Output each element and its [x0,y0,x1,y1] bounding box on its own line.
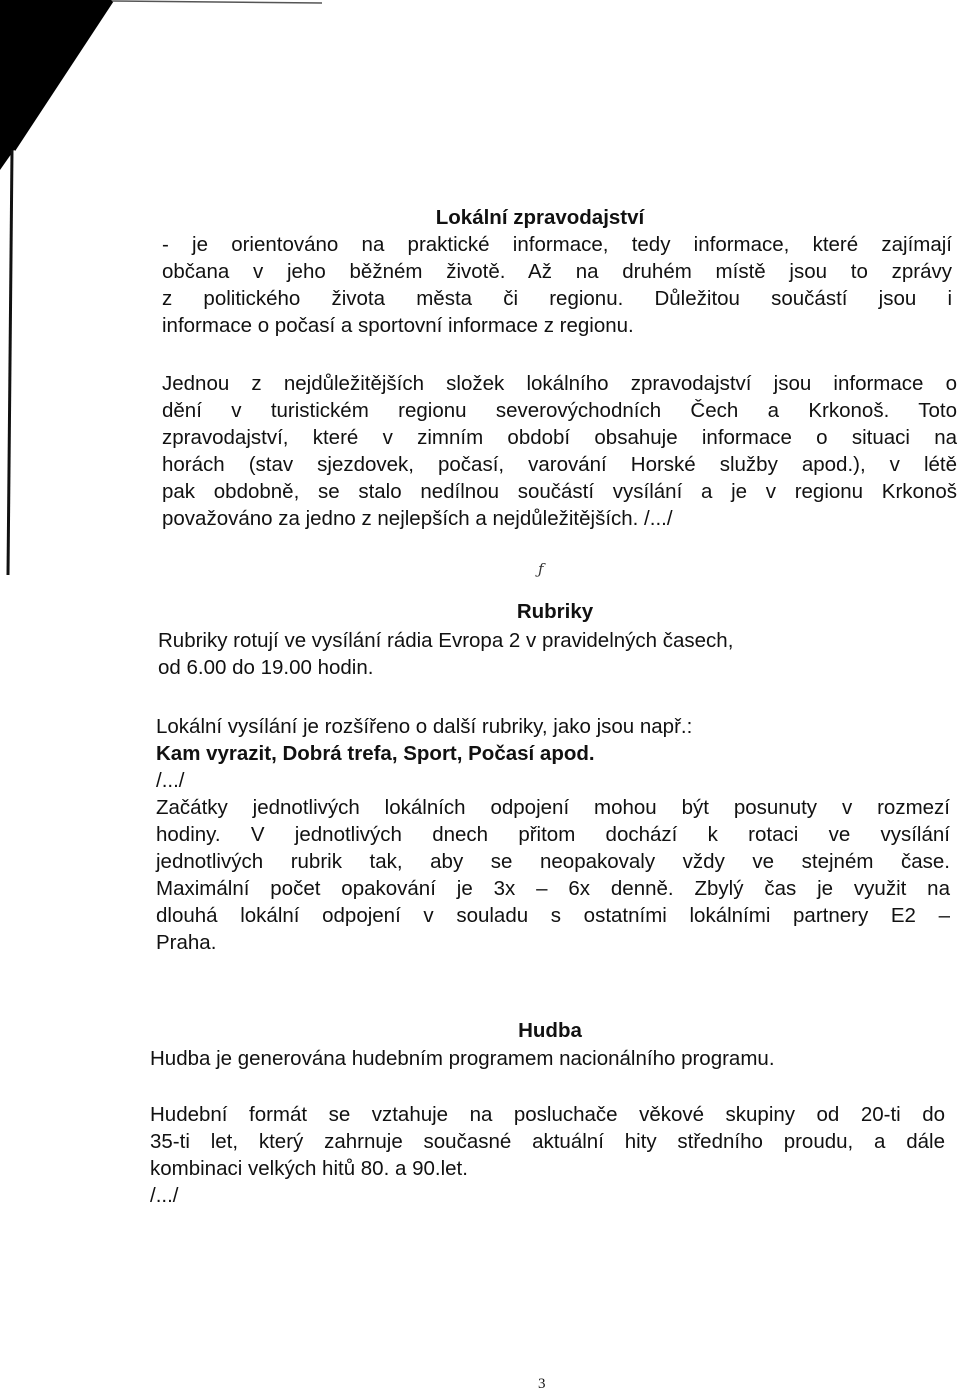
scan-edge-shadow [0,0,130,580]
text-line: Lokální vysílání je rozšířeno o další rubriky, jako jsou např.: [156,715,693,738]
text-line: - je orientováno na praktické informace, tedy informace, které zajímají [162,233,952,256]
text-line: kombinaci velkých hitů 80. a 90.let. [150,1157,468,1180]
rubrics-paragraph-1 [158,627,948,681]
page-number: 3 [538,1376,546,1392]
local-news-paragraph-1 [162,231,952,339]
text-line: dění v turistickém regionu severovýchodních Čech a Krkonoš. Toto [162,399,957,422]
ellipsis-mark: /.../ [156,769,185,792]
text-line: z politického života města či regionu. Důležitou součástí jsou i [162,287,952,310]
text-line: jednotlivých rubrik tak, aby se neopakovaly vždy ve stejném čase. [156,850,950,873]
scan-top-edge [112,0,322,6]
text-line: pak obdobně, se stalo nedílnou součástí vysílání a je v regionu Krkonoš [162,480,957,503]
text-line: Hudební formát se vztahuje na posluchače věkové skupiny od 20-ti do [150,1103,945,1126]
text-line: Rubriky rotují ve vysílání rádia Evropa 2 v pravidelných časech, [158,629,734,652]
text-line: dlouhá lokální odpojení v souladu s ostatními lokálními partnery E2 – [156,904,950,927]
rubrics-paragraph-3 [156,794,950,956]
text-line: horách (stav sjezdovek, počasí, varování Horské služby apod.), v létě [162,453,957,476]
rubrics-heading: Rubriky [516,600,594,623]
text-line: Maximální počet opakování je 3x – 6x denně. Zbylý čas je využit na [156,877,950,900]
text-line: Praha. [156,931,217,954]
text-line: Hudba je generována hudebním programem nacionálního programu. [150,1047,775,1070]
ellipsis-mark: /.../ [150,1184,179,1207]
rubrics-paragraph-2 [156,713,946,794]
text-line: od 6.00 do 19.00 hodin. [158,656,374,679]
text-line: hodiny. V jednotlivých dnech přitom dochází k rotaci ve vysílání [156,823,950,846]
handwritten-margin-mark: ƒ [538,560,544,578]
rubric-list: Kam vyrazit, Dobrá trefa, Sport, Počasí apod. [156,742,595,765]
music-heading: Hudba [518,1019,582,1042]
text-line: Začátky jednotlivých lokálních odpojení mohou být posunuty v rozmezí [156,796,950,819]
music-paragraph-2 [150,1101,945,1209]
local-news-paragraph-2 [162,370,957,532]
text-line: 35-ti let, který zahrnuje současné aktuální hity středního proudu, a dále [150,1130,945,1153]
music-paragraph-1 [150,1045,940,1072]
text-line: Jednou z nejdůležitějších složek lokálního zpravodajství jsou informace o [162,372,957,395]
local-news-heading: Lokální zpravodajství [435,206,645,229]
text-line: zpravodajství, které v zimním období obsahuje informace o situaci na [162,426,957,449]
text-line: informace o počasí a sportovní informace z regionu. [162,314,634,337]
text-line: občana v jeho běžném životě. Až na druhém místě jsou to zprávy [162,260,952,283]
text-line: považováno za jedno z nejlepších a nejdůležitějších. /.../ [162,507,673,530]
